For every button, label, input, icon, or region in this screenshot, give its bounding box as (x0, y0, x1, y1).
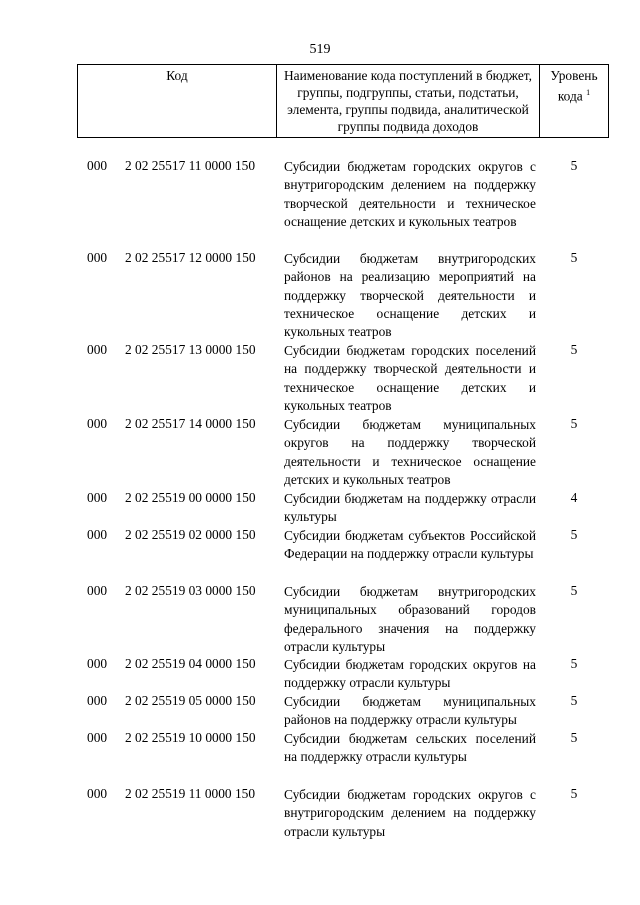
row-name: Субсидии бюджетам городских округов с внутригородским делением на поддержку отрасли культуры (284, 787, 536, 839)
row-code: 2 02 25517 12 0000 150 (125, 250, 256, 265)
row-code: 2 02 25517 13 0000 150 (125, 342, 256, 357)
row-name: Субсидии бюджетам муниципальных округов на поддержку творческой деятельности и техническое оснащение детских и кукольных театров (284, 417, 536, 487)
header-level-footnote: 1 (586, 88, 591, 97)
row-level: 5 (570, 656, 578, 671)
row-code: 2 02 25519 04 0000 150 (125, 656, 256, 671)
row-level: 5 (570, 158, 578, 173)
row-name: Субсидии бюджетам сельских поселений на поддержку отрасли культуры (284, 731, 536, 765)
row-prefix: 000 (87, 730, 108, 745)
row-prefix: 000 (87, 527, 108, 542)
table-row (77, 786, 609, 842)
row-name: Субсидии бюджетам муниципальных районов на поддержку отрасли культуры (284, 694, 536, 728)
table-body (77, 158, 609, 842)
row-code: 2 02 25517 11 0000 150 (125, 158, 256, 173)
header-name: Наименование кода поступлений в бюджет, группы, подгруппы, статьи, подстатьи, элемента, группы подвида, аналитической группы подвида доходов (276, 65, 539, 137)
row-name: Субсидии бюджетам субъектов Российской Федерации на поддержку отрасли культуры (284, 528, 536, 562)
table-row (77, 656, 609, 693)
row-prefix: 000 (87, 250, 108, 265)
row-prefix: 000 (87, 693, 108, 708)
header-level-label: Уровень кода (550, 68, 598, 104)
row-prefix: 000 (87, 158, 108, 173)
row-prefix: 000 (87, 583, 108, 598)
header-level (539, 65, 608, 137)
table-row (77, 342, 609, 416)
row-level: 5 (570, 693, 578, 708)
row-code: 2 02 25517 14 0000 150 (125, 416, 256, 431)
row-code: 2 02 25519 03 0000 150 (125, 583, 256, 598)
table-row (77, 527, 609, 583)
row-prefix: 000 (87, 342, 108, 357)
row-name: Субсидии бюджетам городских округов на поддержку отрасли культуры (284, 657, 536, 691)
table-header (77, 64, 609, 138)
header-code: Код (166, 68, 188, 83)
row-level: 5 (570, 250, 578, 265)
row-prefix: 000 (87, 490, 108, 505)
row-name: Субсидии бюджетам внутригородских районов на реализацию мероприятий на поддержку творческой деятельности и техническое оснащение детских и кукольных театров (284, 251, 536, 340)
row-code: 2 02 25519 05 0000 150 (125, 693, 256, 708)
row-name: Субсидии бюджетам внутригородских муниципальных образований городов федерального значения на поддержку отрасли культуры (284, 584, 536, 654)
row-name: Субсидии бюджетам на поддержку отрасли культуры (284, 491, 536, 525)
row-name: Субсидии бюджетам городских поселений на поддержку творческой деятельности и техническое оснащение детских и кукольных театров (284, 343, 536, 413)
row-code: 2 02 25519 02 0000 150 (125, 527, 256, 542)
row-level: 5 (570, 786, 578, 801)
row-prefix: 000 (87, 786, 108, 801)
table-row (77, 490, 609, 527)
row-code: 2 02 25519 10 0000 150 (125, 730, 256, 745)
row-prefix: 000 (87, 416, 108, 431)
row-level: 4 (570, 490, 578, 505)
row-level: 5 (570, 730, 578, 745)
row-level: 5 (570, 583, 578, 598)
row-prefix: 000 (87, 656, 108, 671)
table-row (77, 250, 609, 342)
table-row (77, 730, 609, 786)
row-level: 5 (570, 342, 578, 357)
table-row (77, 158, 609, 250)
table-row (77, 416, 609, 490)
table-row (77, 583, 609, 656)
table-row (77, 693, 609, 730)
row-level: 5 (570, 416, 578, 431)
row-code: 2 02 25519 00 0000 150 (125, 490, 256, 505)
row-level: 5 (570, 527, 578, 542)
page-number: 519 (309, 42, 331, 57)
row-code: 2 02 25519 11 0000 150 (125, 786, 256, 801)
row-name: Субсидии бюджетам городских округов с внутригородским делением на поддержку творческой деятельности и техническое оснащение детских и кукольных театров (284, 159, 536, 229)
